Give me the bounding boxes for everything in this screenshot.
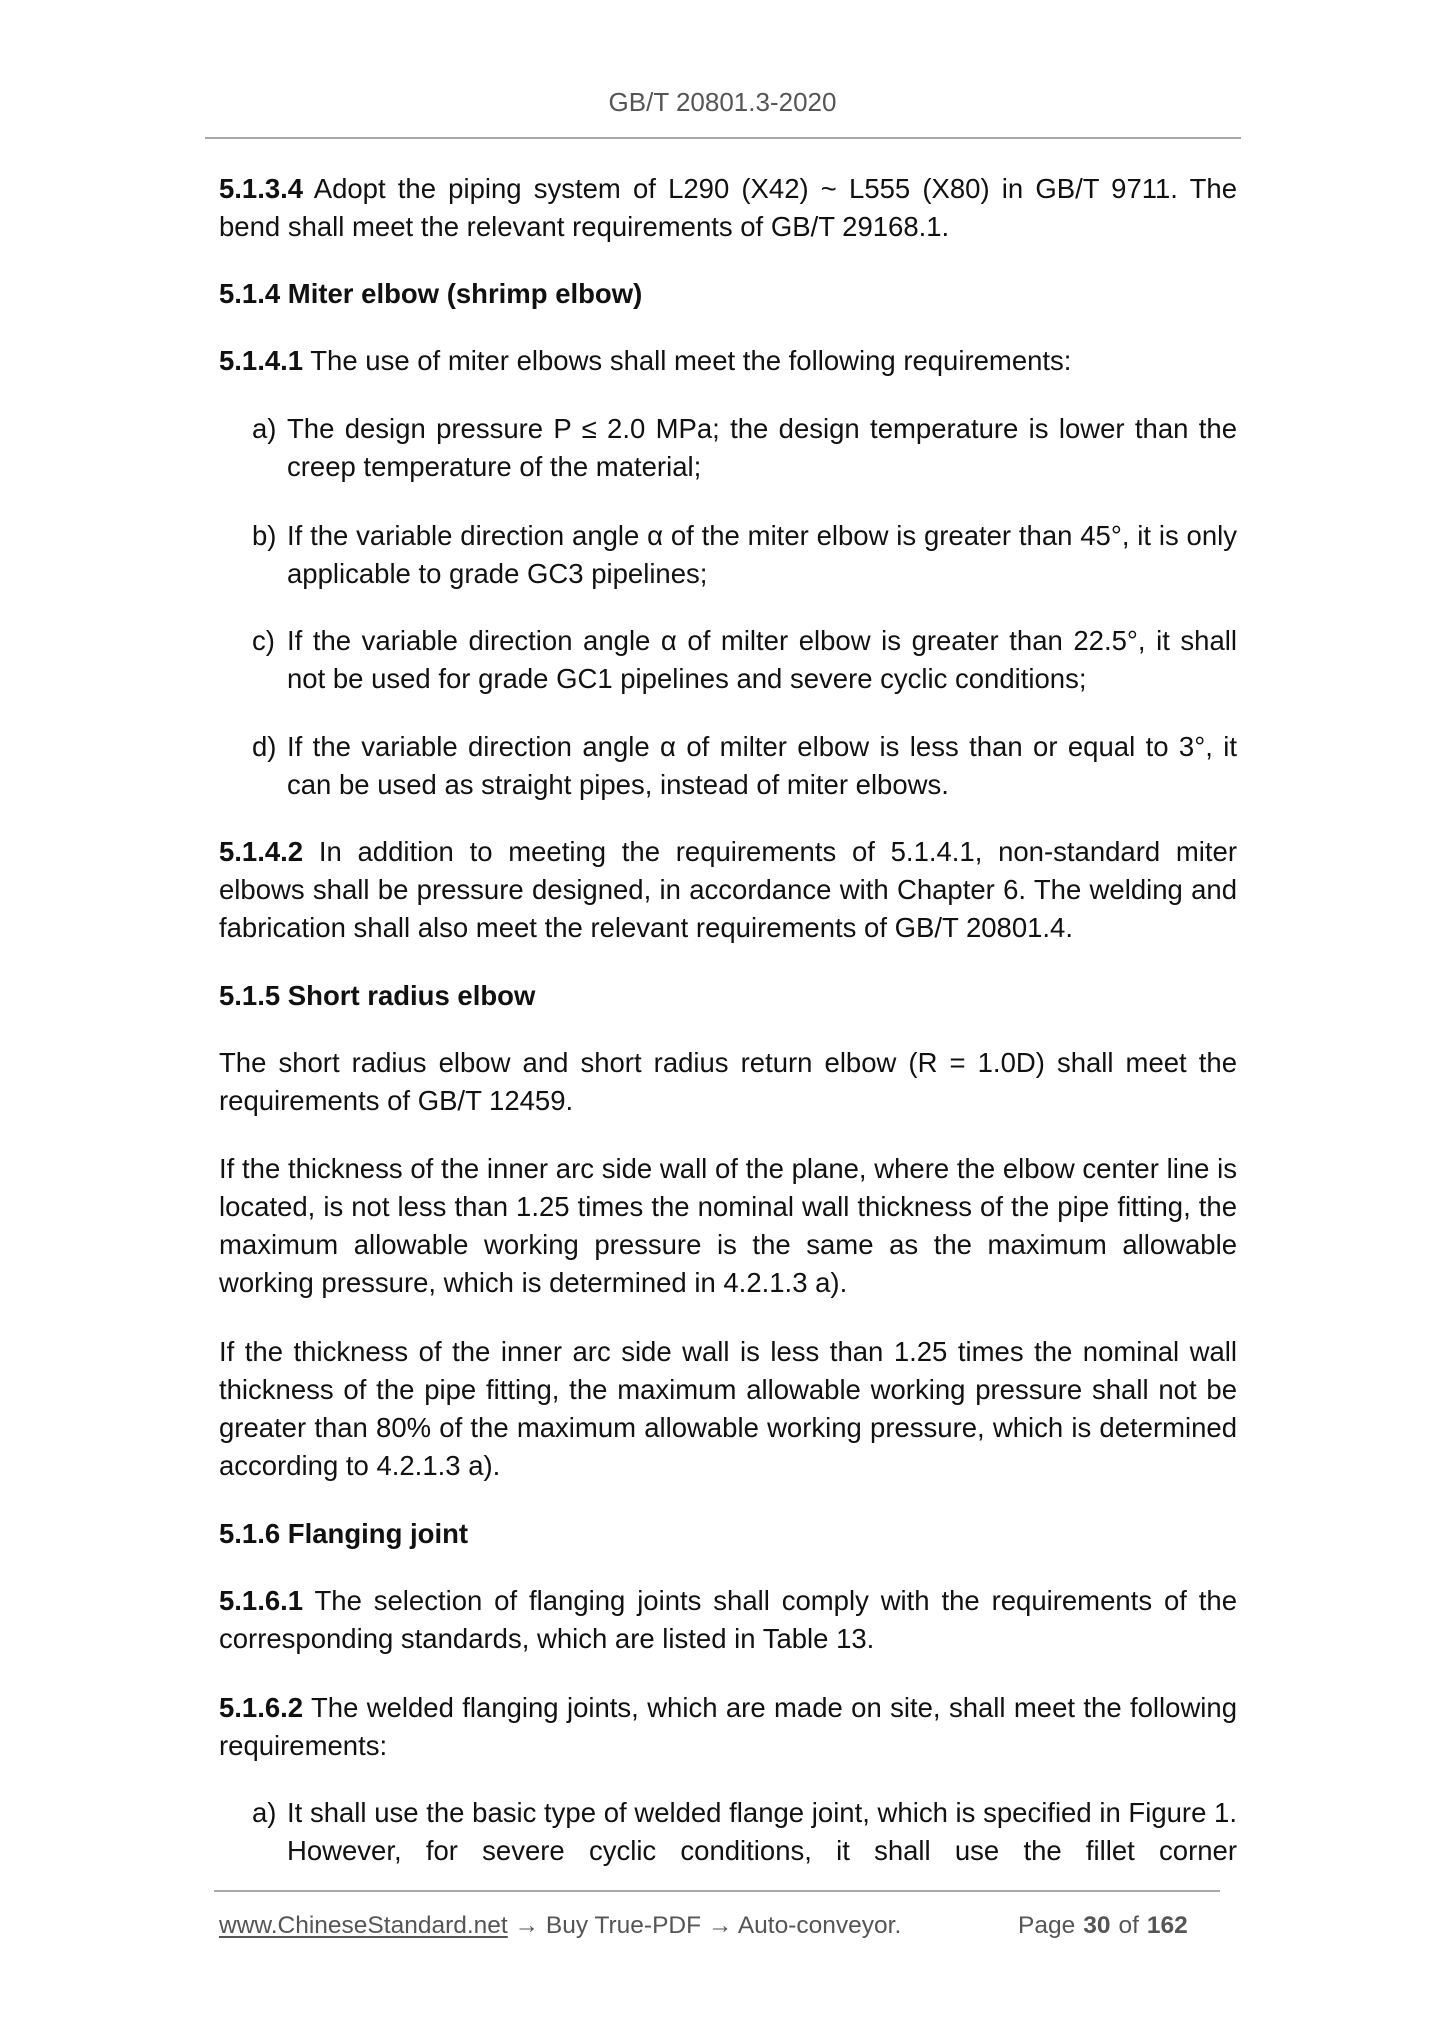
website-link[interactable]: www.ChineseStandard.net xyxy=(219,1912,508,1939)
clause-number: 5.1.4.2 xyxy=(219,836,304,867)
clause-text: The welded flanging joints, which are made on site, shall meet the following requirements: xyxy=(219,1692,1237,1761)
list-item-text: It shall use the basic type of welded flange joint, which is specified in Figure 1. However, for severe cyclic conditions, it shall use the fillet corner xyxy=(287,1797,1237,1866)
arrow-right-icon: → xyxy=(701,1912,738,1939)
section-heading-5-1-6: 5.1.6 Flanging joint xyxy=(219,1518,469,1549)
header-divider xyxy=(205,137,1241,139)
list-item-text: If the variable direction angle α of milter elbow is less than or equal to 3°, it can be used as straight pipes, instead of miter elbows. xyxy=(287,731,1237,800)
clause-text: Adopt the piping system of L290 (X42) ~ L555 (X80) in GB/T 9711. The bend shall meet the relevant requirements of GB/T 29168.1. xyxy=(219,173,1237,242)
section-heading-5-1-4: 5.1.4 Miter elbow (shrimp elbow) xyxy=(219,278,643,309)
standard-number: GB/T 20801.3-2020 xyxy=(608,87,837,117)
footer-step-buy: Buy True-PDF xyxy=(545,1912,702,1939)
clause-text: The selection of flanging joints shall comply with the requirements of the corresponding standards, which are listed in Table 13. xyxy=(219,1585,1237,1654)
paragraph-short-radius-3: If the thickness of the inner arc side wall is less than 1.25 times the nominal wall thickness of the pipe fitting, the maximum allowable working pressure shall not be greater than 80% of the maximum allowable working pressure, which is determined according to 4.2.1.3 a). xyxy=(219,1336,1237,1481)
paragraph-5-1-6-2 xyxy=(219,1689,1237,1765)
clause-number: 5.1.6.1 xyxy=(219,1585,304,1616)
paragraph-5-1-3-4 xyxy=(219,170,1237,246)
list-item-text: If the variable direction angle α of milter elbow is greater than 22.5°, it shall not be used for grade GC1 pipelines and severe cyclic conditions; xyxy=(287,625,1237,694)
paragraph-5-1-4-1 xyxy=(219,342,1237,380)
page-label: Page xyxy=(1018,1912,1076,1939)
of-label: of xyxy=(1118,1912,1139,1939)
list-marker: a) xyxy=(252,1797,277,1828)
clause-number: 5.1.6.2 xyxy=(219,1692,304,1723)
clause-text: The use of miter elbows shall meet the following requirements: xyxy=(303,345,1072,376)
paragraph-short-radius-1: The short radius elbow and short radius return elbow (R = 1.0D) shall meet the requirements of GB/T 12459. xyxy=(219,1047,1237,1116)
list-marker: b) xyxy=(252,520,277,551)
list-item-a xyxy=(252,410,1237,486)
footer-step-delivery: Auto-conveyor. xyxy=(737,1912,902,1939)
paragraph-5-1-6-1 xyxy=(219,1582,1237,1658)
clause-number: 5.1.4.1 xyxy=(219,345,304,376)
list-item-text: The design pressure P ≤ 2.0 MPa; the design temperature is lower than the creep temperature of the material; xyxy=(287,413,1237,482)
arrow-right-icon: → xyxy=(507,1912,546,1939)
list-marker: a) xyxy=(252,413,277,444)
page-current: 30 xyxy=(1083,1912,1111,1939)
list-item-text: If the variable direction angle α of the miter elbow is greater than 45°, it is only applicable to grade GC3 pipelines; xyxy=(287,520,1237,589)
list-item-b xyxy=(252,517,1237,593)
page-total: 162 xyxy=(1146,1912,1188,1939)
list-item-a-flange xyxy=(252,1794,1237,1870)
clause-text: In addition to meeting the requirements of 5.1.4.1, non-standard miter elbows shall be pressure designed, in accordance with Chapter 6. The welding and fabrication shall also meet the relevant requirements of GB/T 20801.4. xyxy=(219,836,1237,943)
list-item-d xyxy=(252,728,1237,804)
list-marker: d) xyxy=(252,731,277,762)
list-marker: c) xyxy=(252,625,275,656)
list-item-c xyxy=(252,622,1237,698)
paragraph-5-1-4-2 xyxy=(219,833,1237,947)
page-header-title xyxy=(0,86,1445,118)
footer-nav xyxy=(219,1911,901,1941)
page-indicator xyxy=(1018,1911,1188,1941)
section-heading-5-1-5: 5.1.5 Short radius elbow xyxy=(219,980,536,1011)
clause-number: 5.1.3.4 xyxy=(219,173,304,204)
paragraph-short-radius-2: If the thickness of the inner arc side wall of the plane, where the elbow center line is located, is not less than 1.25 times the nominal wall thickness of the pipe fitting, the maximum allowable working pressure is the same as the maximum allowable working pressure, which is determined in 4.2.1.3 a). xyxy=(219,1153,1237,1298)
footer-divider xyxy=(214,1890,1220,1892)
